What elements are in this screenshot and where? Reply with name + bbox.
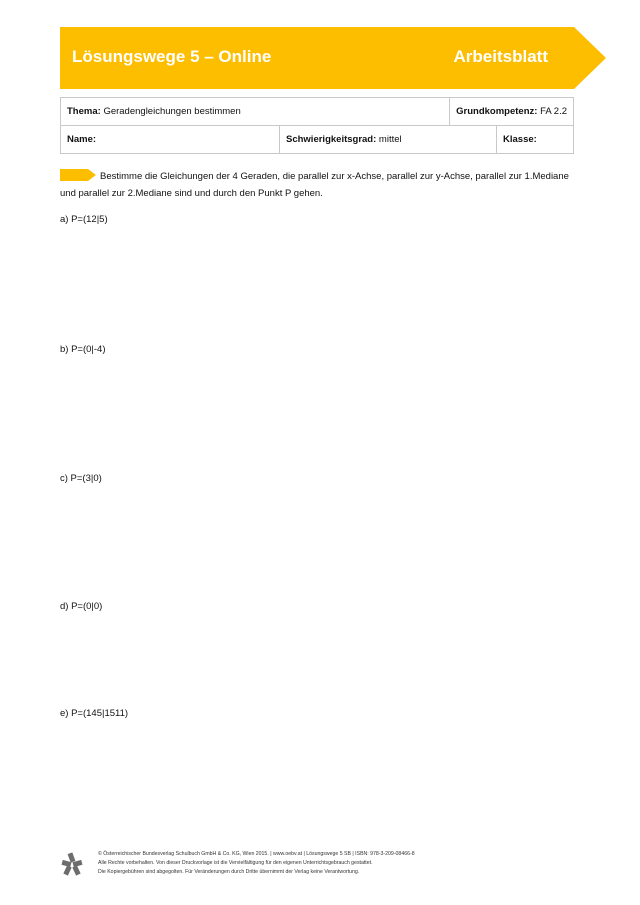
kompetenz-cell — [450, 98, 574, 126]
kompetenz-value: FA 2.2 — [540, 106, 567, 117]
info-row-thema — [61, 98, 574, 126]
subtask-e: e) P=(145|1511) — [60, 708, 129, 719]
footer-line-2: Alle Rechte vorbehalten. Von dieser Druckvorlage ist die Vervielfältigung für den eigenen Unterrichtsgebrauch gestattet. — [98, 860, 373, 866]
footer — [60, 848, 580, 882]
subtask-d: d) P=(0|0) — [60, 601, 103, 612]
thema-cell — [61, 98, 450, 126]
info-row-name — [61, 126, 574, 154]
footer-text — [98, 850, 415, 877]
footer-line-3: Die Kopiergebühren sind abgegolten. Für Veränderungen durch Dritte übernimmt der Verlag keine Verantwortung. — [98, 869, 360, 875]
name-label: Name: — [67, 134, 97, 145]
info-table — [60, 97, 574, 154]
subtask-c: c) P=(3|0) — [60, 473, 102, 484]
name-cell — [61, 126, 280, 154]
header-banner — [60, 27, 606, 89]
header-title: Lösungswege 5 – Online — [72, 47, 272, 66]
header-label: Arbeitsblatt — [453, 47, 548, 66]
task-instruction — [60, 168, 574, 202]
schwierigkeit-value: mittel — [378, 134, 402, 145]
schwierigkeit-label: Schwierigkeitsgrad: — [286, 134, 377, 145]
thema-value: Geradengleichungen bestimmen — [103, 106, 241, 117]
thema-label: Thema: — [67, 106, 101, 117]
task-arrow-icon — [60, 169, 96, 181]
task-text: Bestimme die Gleichungen der 4 Geraden, die parallel zur x-Achse, parallel zur y-Achse, parallel zur 1.Mediane und parallel zur 2.Mediane sind und durch den Punkt P gehen. — [60, 171, 569, 199]
subtask-a: a) P=(12|5) — [60, 214, 108, 225]
klasse-label: Klasse: — [503, 134, 537, 145]
oebv-logo-icon — [60, 852, 84, 876]
footer-line-1: © Österreichischer Bundesverlag Schulbuch GmbH & Co. KG, Wien 2015. | www.oebv.at | Lösungswege 5 SB | ISBN: 978-3-209-08466-8 — [98, 851, 415, 857]
kompetenz-label: Grundkompetenz: — [456, 106, 538, 117]
schwierigkeit-cell — [280, 126, 497, 154]
subtask-b: b) P=(0|-4) — [60, 344, 106, 355]
klasse-cell — [497, 126, 574, 154]
